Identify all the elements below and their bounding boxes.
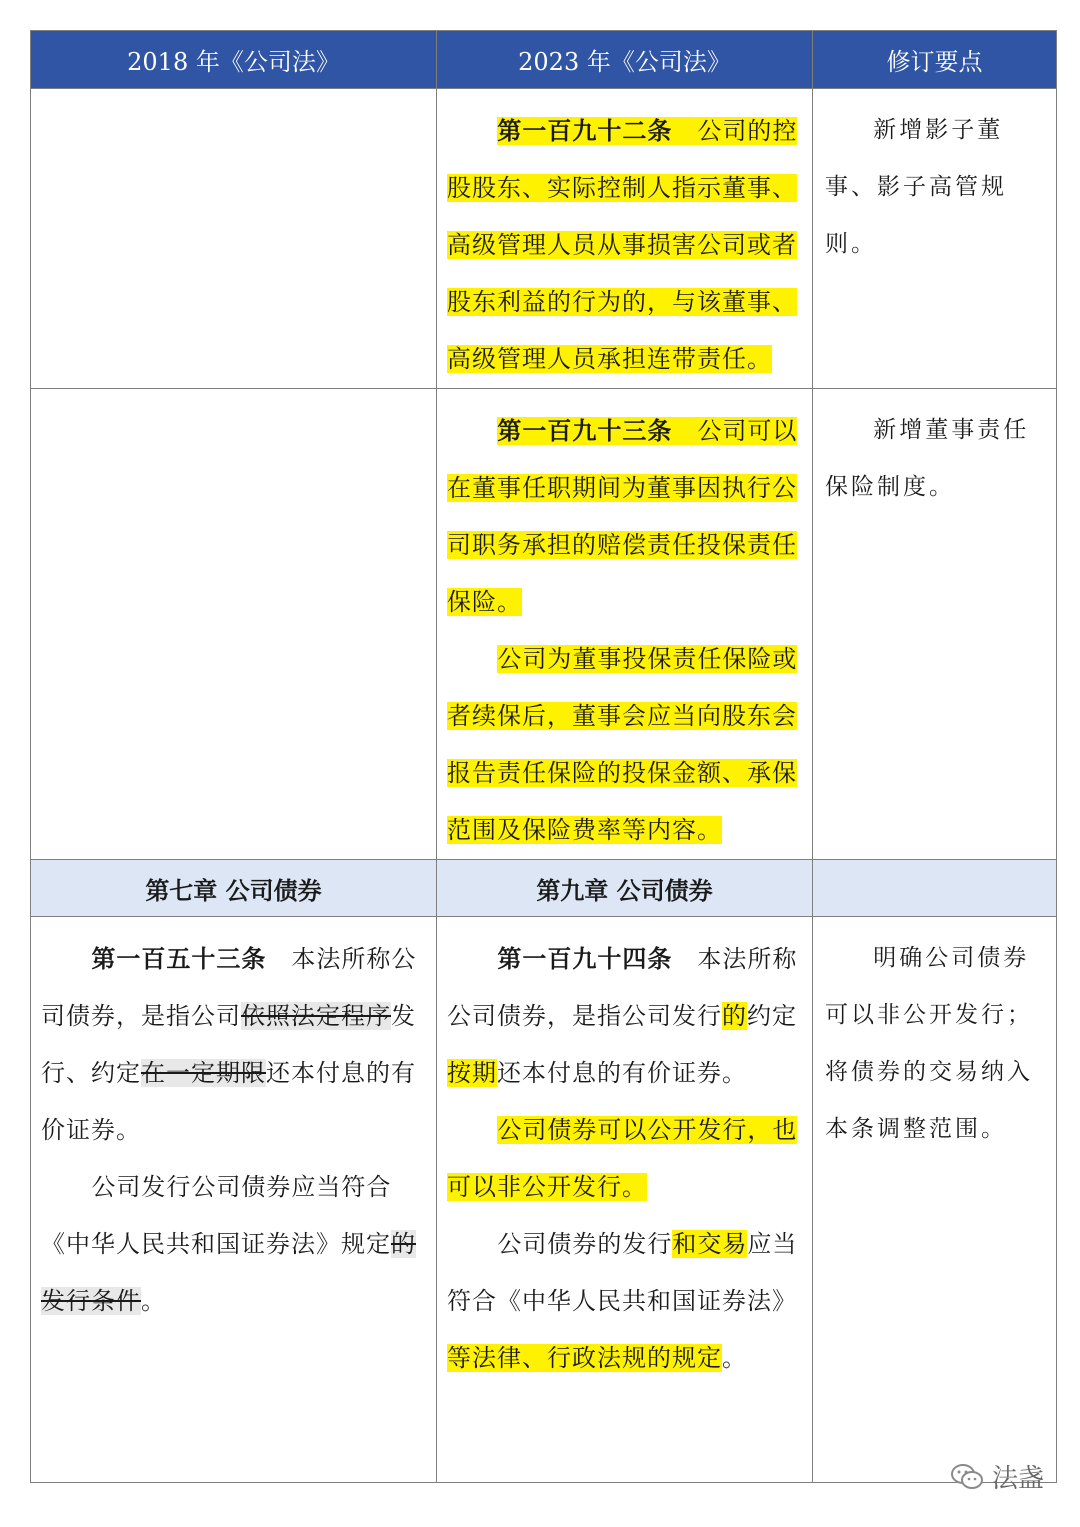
chapter-old: 第七章 公司债券 (31, 860, 437, 917)
cell-notes (813, 89, 1057, 389)
chapter-row (31, 860, 1057, 917)
table-row (31, 917, 1057, 1483)
note-text: 新增董事责任保险制度。 (825, 417, 1030, 500)
cell-2023 (437, 389, 813, 860)
article-text: 公司发行公司债券应当符合《中华人民共和国证券法》规定 (41, 1173, 392, 1258)
header-row (31, 31, 1057, 89)
watermark (950, 1458, 1044, 1495)
cell-2023 (437, 917, 813, 1483)
header-2018: 2018 年《公司法》 (31, 31, 437, 89)
added-text: 的 (722, 1002, 747, 1030)
deleted-text: 的发行条件 (41, 1230, 416, 1315)
article-title: 第一百九十四条 (497, 944, 673, 973)
article-text: 还本付息的有价证券。 (497, 1059, 747, 1087)
note-text: 新增影子董事、影子高管规则。 (825, 117, 1007, 257)
article-text: 本法所称公司债券，是指公司发行 (447, 945, 798, 1030)
table-row (31, 89, 1057, 389)
article-text: 约定 (747, 1002, 797, 1030)
comparison-table (30, 30, 1057, 1483)
cell-notes (813, 389, 1057, 860)
article-text: 公司债券的发行 (497, 1230, 673, 1258)
article-text: 。 (722, 1344, 747, 1372)
chapter-new: 第九章 公司债券 (437, 860, 813, 917)
table-row (31, 389, 1057, 860)
cell-2023 (437, 89, 813, 389)
cell-notes (813, 917, 1057, 1483)
article-text: 发行、约定 (41, 1002, 416, 1087)
article-text: 公司可以在董事任职期间为董事因执行公司职务承担的赔偿责任投保责任保险。 (447, 417, 798, 616)
article-text: 公司为董事投保责任保险或者续保后，董事会应当向股东会报告责任保险的投保金额、承保范围及保险费率等内容。 (447, 645, 798, 844)
header-notes: 修订要点 (813, 31, 1057, 89)
cell-2018-empty (31, 389, 437, 860)
article-title: 第一百九十二条 (497, 116, 673, 145)
wechat-icon (950, 1463, 984, 1491)
article-title: 第一百五十三条 (91, 944, 267, 973)
note-text: 明确公司债券可以非公开发行；将债券的交易纳入本条调整范围。 (825, 945, 1033, 1142)
added-text: 和交易 (672, 1230, 748, 1258)
added-text: 等法律、行政法规的规定 (447, 1344, 722, 1372)
header-2023: 2023 年《公司法》 (437, 31, 813, 89)
brand-name: 法盏 (991, 1464, 1044, 1494)
article-title: 第一百九十三条 (497, 416, 673, 445)
article-text: 应当符合《中华人民共和国证券法》 (447, 1230, 798, 1315)
article-text: 本法所称公司债券，是指公司 (41, 945, 417, 1030)
added-text: 公司债券可以公开发行，也可以非公开发行。 (447, 1116, 798, 1201)
article-text: 公司的控股股东、实际控制人指示董事、高级管理人员从事损害公司或者股东利益的行为的，与该董事、高级管理人员承担连带责任。 (447, 117, 798, 373)
cell-2018-empty (31, 89, 437, 389)
article-text: 。 (141, 1287, 166, 1315)
article-text: 还本付息的有价证券。 (41, 1059, 416, 1144)
chapter-note (813, 860, 1057, 917)
cell-2018 (31, 917, 437, 1483)
deleted-text: 依照法定程序 (241, 1002, 391, 1030)
added-text: 按期 (447, 1059, 497, 1087)
deleted-text: 在一定期限 (141, 1059, 266, 1087)
